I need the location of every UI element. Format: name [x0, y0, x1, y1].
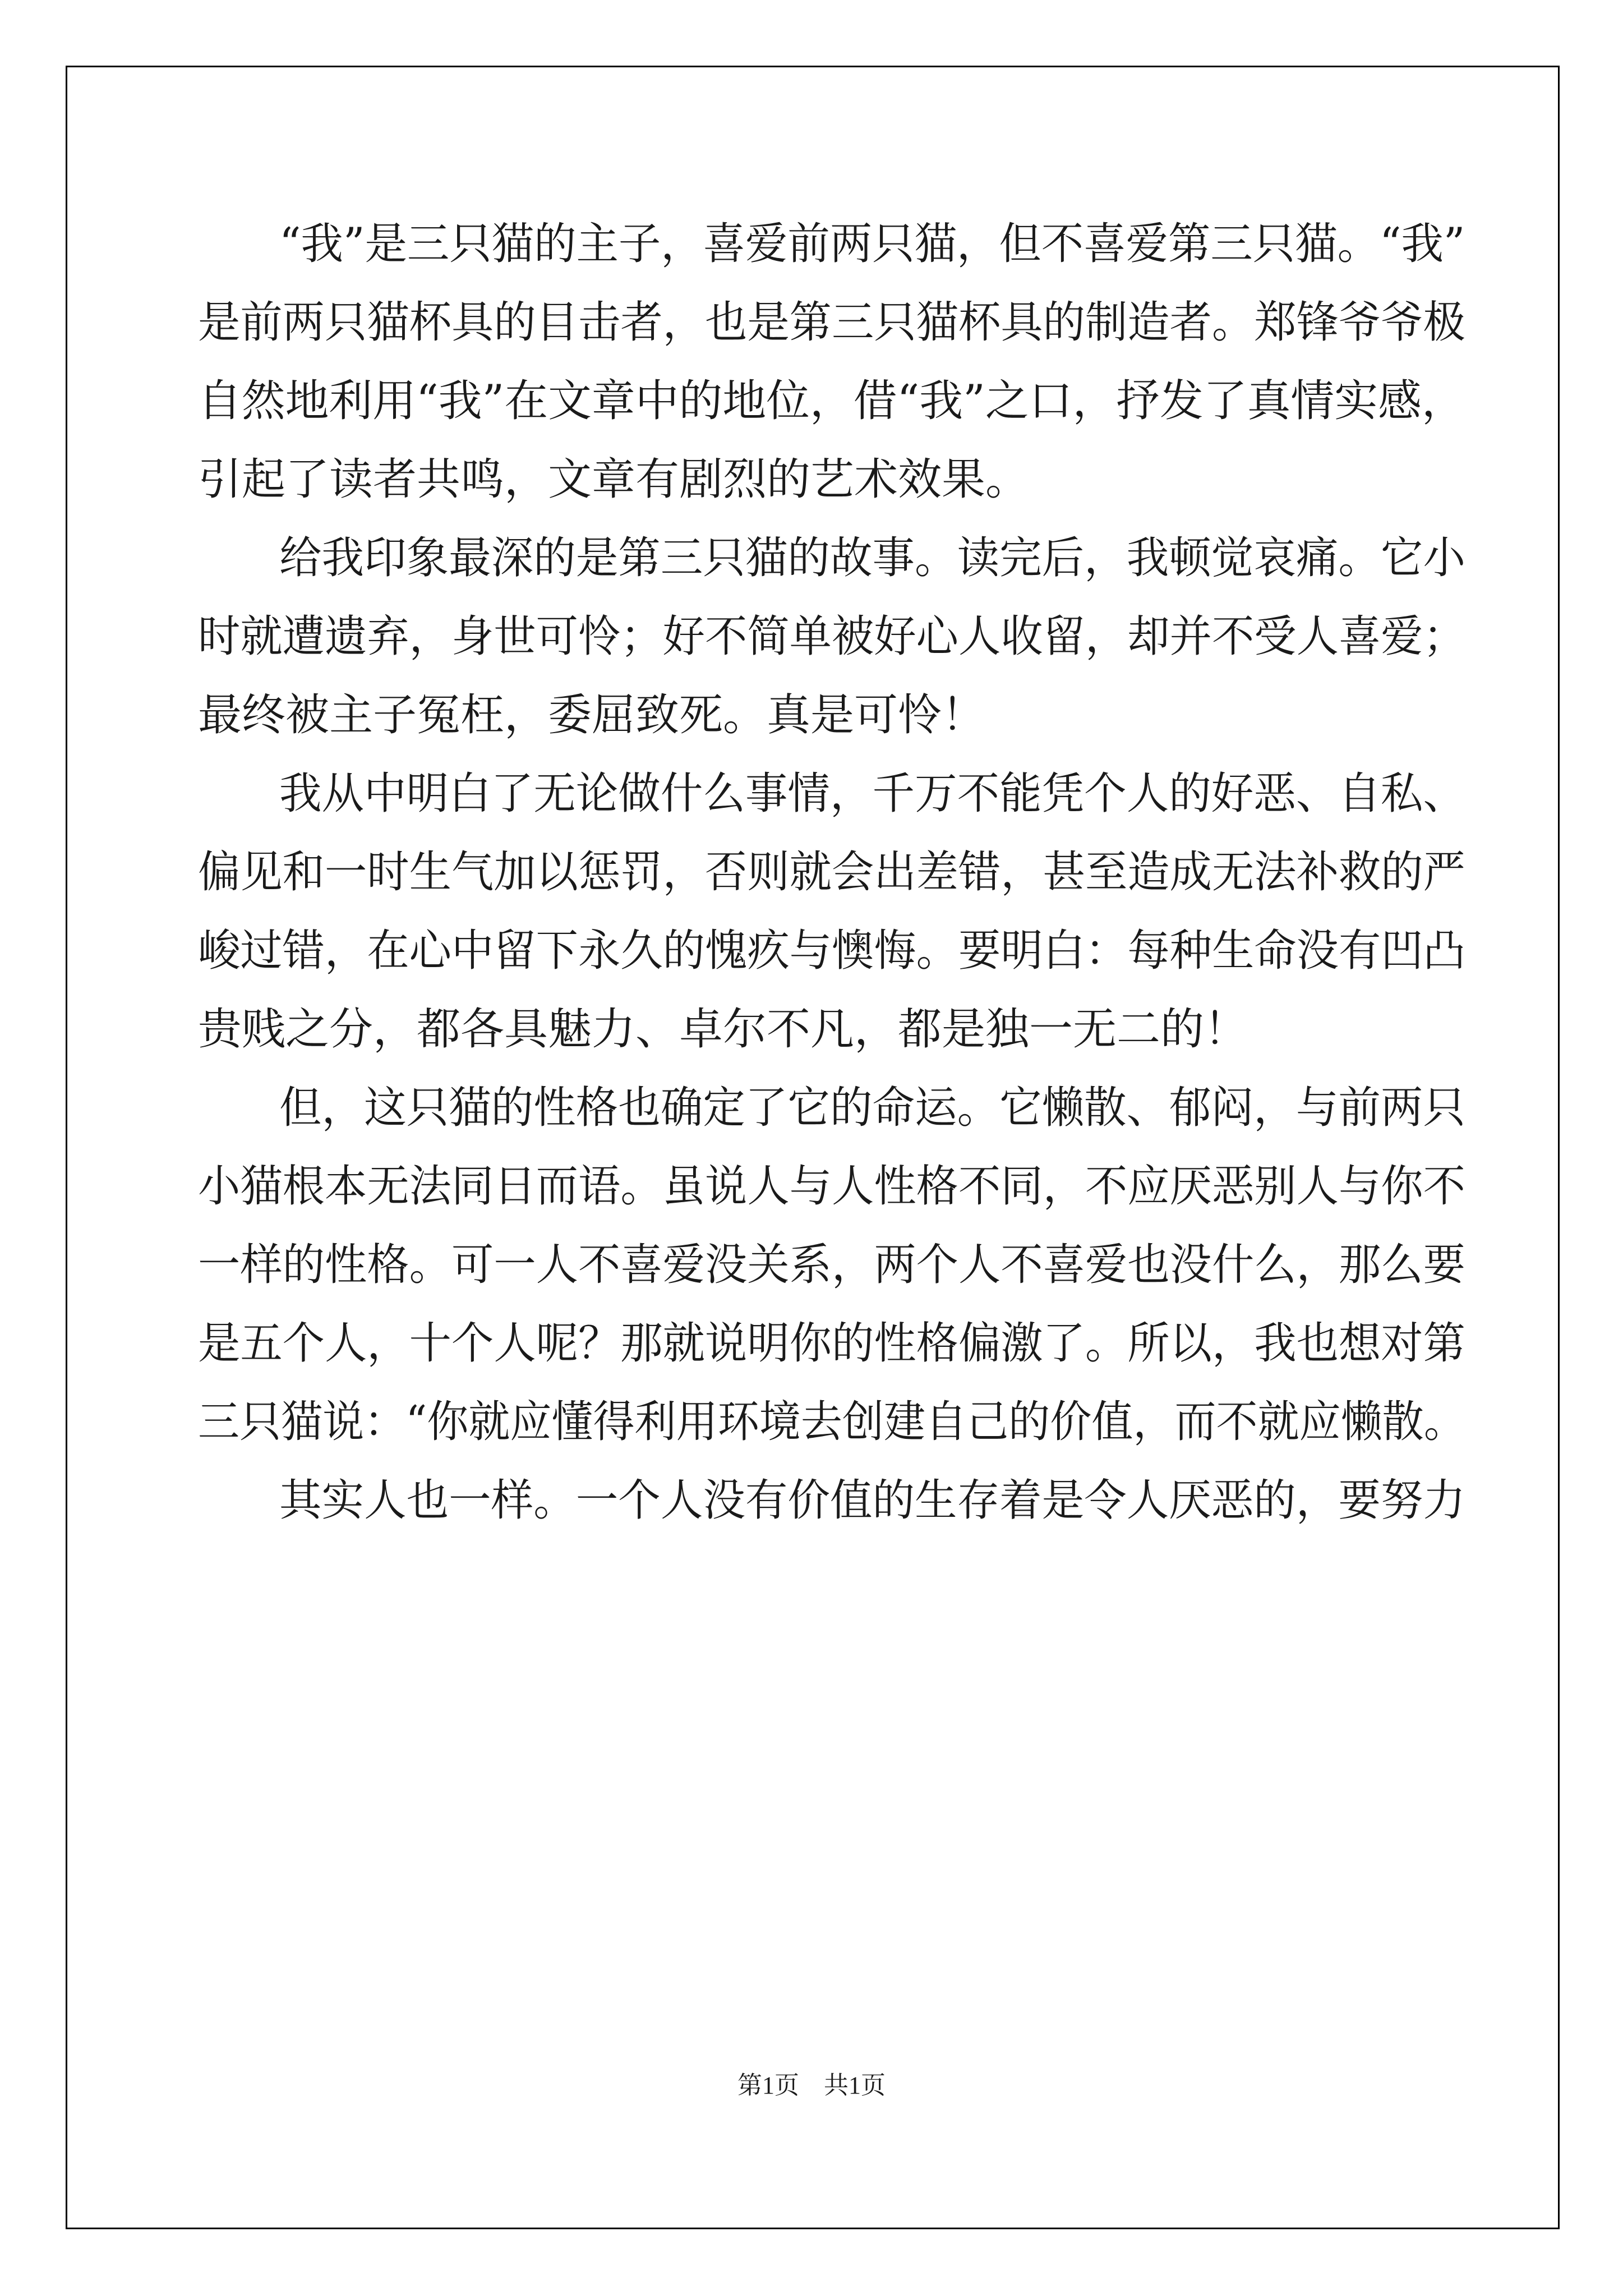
- paragraph-4-line-5: 三只猫说：“你就应懂得利用环境去创建自己的价值，而不就应懒散。: [198, 1397, 1465, 1447]
- page-number: 第1页: [737, 2072, 799, 2099]
- paragraph-3-line-4: 贵贱之分，都各具魅力、卓尔不凡，都是独一无二的！: [198, 1004, 1248, 1055]
- paragraph-2-line-3: 最终被主子冤枉，委屈致死。真是可怜！: [198, 690, 986, 740]
- paragraph-3-line-3: 峻过错，在心中留下永久的愧疚与懊悔。要明白：每种生命没有凹凸: [198, 926, 1465, 976]
- page-footer: [0, 2069, 1623, 2102]
- paragraph-1-line-3: 自然地利用“我”在文章中的地位，借“我”之口，抒发了真情实感，: [198, 376, 1465, 426]
- paragraph-4-line-3: 一样的性格。可一人不喜爱没关系，两个人不喜爱也没什么，那么要: [198, 1240, 1465, 1290]
- paragraph-1-line-4: 引起了读者共鸣，文章有剧烈的艺术效果。: [198, 454, 1030, 505]
- paragraph-1-line-1: “我”是三只猫的主子，喜爱前两只猫，但不喜爱第三只猫。“我”: [279, 219, 1465, 269]
- paragraph-5-line-1: 其实人也一样。一个人没有价值的生存着是令人厌恶的，要努力: [279, 1475, 1466, 1526]
- paragraph-4-line-1: 但，这只猫的性格也确定了它的命运。它懒散、郁闷，与前两只: [279, 1083, 1466, 1133]
- page-total: 共1页: [824, 2072, 886, 2099]
- paragraph-3-line-2: 偏见和一时生气加以惩罚，否则就会出差错，甚至造成无法补救的严: [198, 847, 1465, 898]
- paragraph-2-line-2: 时就遭遗弃，身世可怜；好不简单被好心人收留，却并不受人喜爱；: [198, 611, 1465, 662]
- paragraph-2-line-1: 给我印象最深的是第三只猫的故事。读完后，我顿觉哀痛。它小: [279, 533, 1466, 583]
- paragraph-4-line-4: 是五个人，十个人呢？那就说明你的性格偏激了。所以，我也想对第: [198, 1318, 1465, 1369]
- paragraph-1-line-2: 是前两只猫杯具的目击者，也是第三只猫杯具的制造者。郑锋爷爷极: [198, 297, 1465, 348]
- paragraph-3-line-1: 我从中明白了无论做什么事情，千万不能凭个人的好恶、自私、: [279, 769, 1466, 819]
- paragraph-4-line-2: 小猫根本无法同日而语。虽说人与人性格不同，不应厌恶别人与你不: [198, 1161, 1465, 1212]
